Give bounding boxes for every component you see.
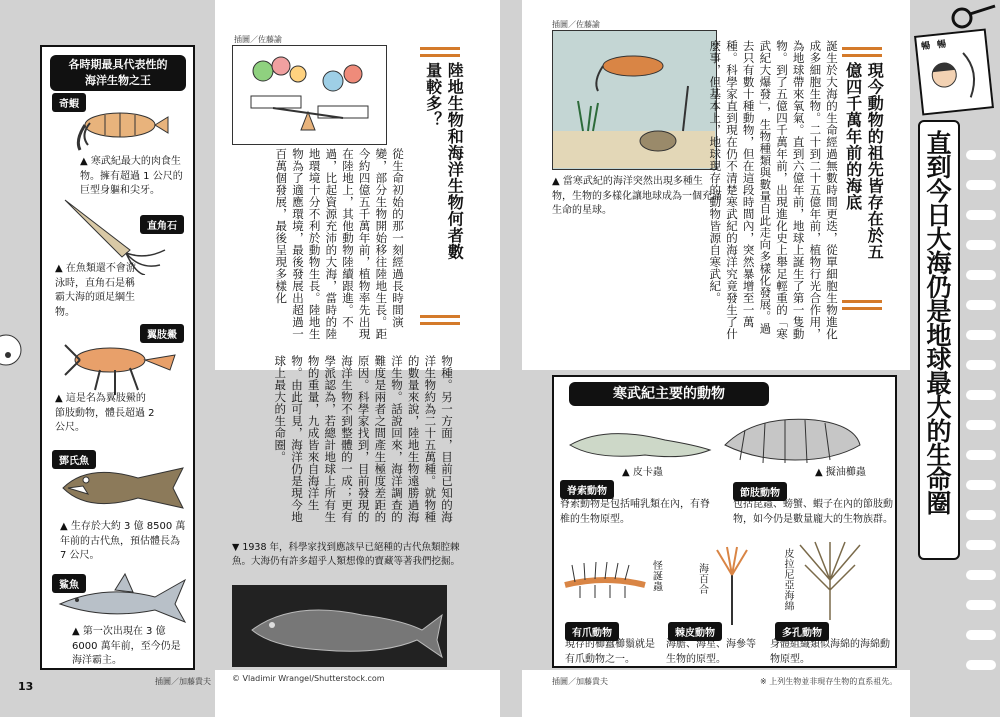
right-credit: 插圖／加藤貴夫: [552, 677, 608, 686]
sea-kings-title: [50, 55, 186, 91]
group-echinodermata: 棘皮動物: [668, 622, 722, 641]
dunkleosteus-caption: ▲ 生存於大約 3 億 8500 萬年前的古代魚，預估體長為 7 公尺。: [60, 521, 186, 561]
trilobite-label: ▲ 擬油櫛蟲: [815, 467, 866, 478]
sponge-label: 皮拉尼亞海綿: [782, 548, 793, 611]
title-line-1: 各時期最具代表性的: [68, 58, 168, 71]
animal-name-orthoceras: 直角石: [140, 215, 184, 234]
anomalocaris-caption: ▲ 寒武紀最大的肉食生物。擁有超過 1 公尺的巨型身軀和尖牙。: [80, 156, 183, 196]
animal-name-pterygotus: 翼肢鱟: [140, 324, 184, 343]
onychophora-desc: 現存的櫛蠶櫛鬚就是有爪動物之一。: [565, 639, 655, 665]
animal-name-dunkleosteus: 鄧氏魚: [52, 450, 96, 469]
land-vs-sea-body-1: 從生命初始的那一刻經過長時間演變，部分生物開始移往陸地生長。距今約四億五千萬年前，植物率先出現在陸地上，其他動物陸續跟進。不過，比起資源充沛的大海，當時的陸地環境十分不利於動物生長。陸地生物為了適應環境，最後發展出超過一百萬個發展，最後呈現多樣化: [274, 148, 405, 340]
zigzag-divider-top: [420, 47, 460, 57]
coelacanth-caption: ▼ 1938 年，科學家找到應該早已絕種的古代魚類腔棘魚。大海仍有許多超乎人類想像的寶藏等著我們挖掘。: [232, 542, 461, 567]
scale-illustration: [233, 46, 385, 143]
pikaia-label: ▲ 皮卡蟲: [622, 467, 663, 478]
hallucigenia-label: 怪誕蟲: [650, 560, 662, 592]
bell-icon: [0, 330, 24, 370]
ancestors-body: 誕生於大海的生命經過無數時間更迭，從單細胞生物進化成多細胞生物。二十到二十五億年前，植物行光合作用，為地球帶來氧氣。直到六億年前，地球上誕生了第一隻動物。到了五億四千萬年前，出現進化史上舉足輕重的「寒武紀大爆發」，生物種類與數量自此走向多樣化發展。過去只有數十種動物，但在這段時間內，突然暴增至一萬種。科學家直到現在仍不清楚寒武紀的海洋究竟發生了什麼事，但基本上，地球現存的動物皆源自寒武紀。: [708, 40, 839, 340]
land-vs-sea-heading: 陸地生物和海洋生物何者數量較多？: [423, 62, 465, 260]
pterygotus-caption: ▲ 這是名為翼肢鱟的節肢動物，體長超過 2 公尺。: [55, 393, 155, 433]
zigzag-divider-right-top: [842, 47, 882, 57]
orthoceras-caption: ▲ 在魚類還不會游泳時，直角石是稱霸大海的頭足綱生物。: [55, 263, 136, 318]
shark-illustration: [55, 572, 190, 627]
pterygotus-illustration: [60, 330, 180, 400]
group-arthropoda: 節肢動物: [733, 482, 787, 501]
animal-name-anomalocaris: 奇蝦: [52, 93, 86, 112]
cambrian-caption: ▲ 當寒武紀的海洋突然出現多種生物，生物的多樣化讓地球成為一個充滿生命的星球。: [552, 176, 722, 216]
arthropoda-desc: 包括昆蟲、螃蟹、蝦子在內的節肢動物，如今仍是數量龐大的生物族群。: [733, 499, 893, 525]
animal-name-shark: 鯊魚: [52, 574, 86, 593]
trilobite-illustration: [715, 405, 865, 475]
side-badge-b: 暢: [936, 39, 947, 51]
porifera-desc: 身體組織類似海綿的海綿動物原型。: [770, 639, 890, 665]
zigzag-divider-right-bottom: [842, 300, 882, 310]
page-number: 13: [18, 680, 34, 693]
key-ring-icon: [950, 2, 998, 30]
side-cartoon-card: [914, 28, 994, 115]
center-grey-panel: [500, 0, 522, 717]
shark-caption: ▲ 第一次出現在 3 億 6000 萬年前，至今仍是海洋霸主。: [72, 626, 181, 666]
scale-illustration-frame: [232, 45, 387, 145]
coelacanth-photo: [232, 585, 447, 667]
photo-credit: © Vladimir Wrangel/Shutterstock.com: [232, 674, 385, 683]
ancestors-heading: 現今動物的祖先皆存在於五億四千萬年前的海底: [843, 62, 885, 260]
pikaia-illustration: [565, 415, 715, 470]
sea-lily-illustration: [712, 545, 752, 625]
cambrian-animals-title: 寒武紀主要的動物: [569, 382, 769, 406]
sponge-illustration: [790, 540, 870, 620]
group-porifera: 多孔動物: [775, 622, 829, 641]
zigzag-divider-bottom: [420, 315, 460, 325]
sea-lily-label: 海百合: [696, 563, 708, 595]
group-chordata: 脊索動物: [560, 480, 614, 499]
chordata-desc: 脊索動物是包括哺乳類在內，有脊椎的生物原型。: [560, 499, 710, 525]
group-onychophora: 有爪動物: [565, 622, 619, 641]
left-credit: 插圖／加藤貴夫: [155, 677, 211, 686]
dunkleosteus-illustration: [58, 458, 188, 518]
mid-top-credit: 插圖／佐藤諭: [234, 35, 282, 44]
echinodermata-desc: 海膽、海星、海參等生物的原型。: [666, 639, 756, 665]
right-note: ※ 上列生物並非現存生物的直系祖先。: [760, 677, 898, 686]
land-vs-sea-body-2: 物種。另一方面，目前已知的海洋生物約為二十五萬種。就物種的數量來說，陸地生物遠勝過海洋生物。話說回來，海洋調查的難度是兩者之間產生極度差距的原因。科學家找到，目前發現的海洋生物不到整體的一成；更有學派認為，若總計地球上所有生物的重量，九成皆來自海洋生物。由此可見，海洋仍是現今地球上最大的生命圈。: [273, 355, 454, 523]
side-badge-a: 暢: [920, 41, 931, 53]
hallucigenia-illustration: [560, 560, 650, 600]
coelacanth-fish: [232, 585, 447, 667]
right-top-credit: 插圖／佐藤諭: [552, 20, 600, 29]
title-line-2: 海洋生物之王: [85, 73, 151, 87]
side-title: 直到今日大海仍是地球最大的生命圈: [923, 130, 952, 514]
anomalocaris-illustration: [60, 95, 170, 155]
